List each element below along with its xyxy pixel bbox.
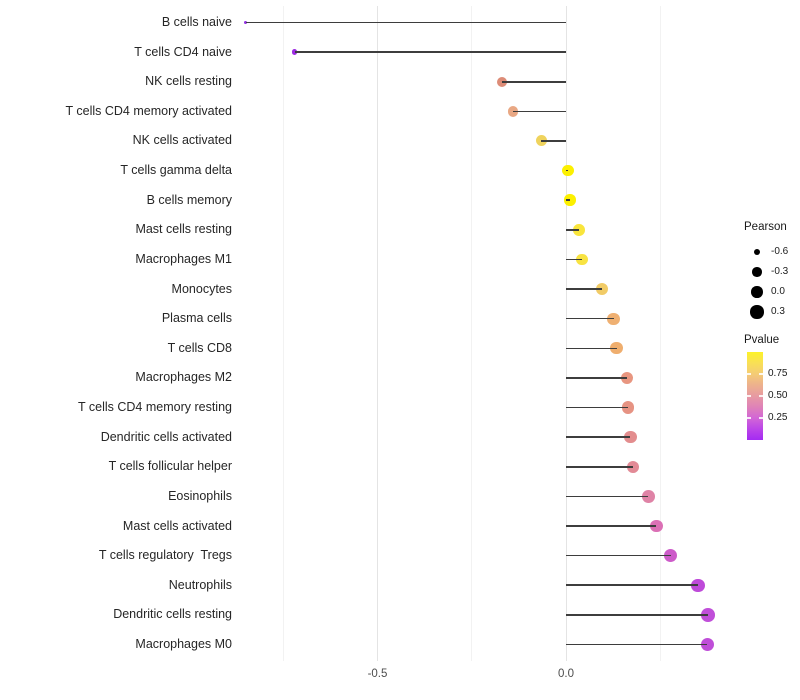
- x-axis-tick-label: 0.0: [558, 668, 574, 680]
- lollipop-segment: [566, 229, 579, 231]
- lollipop-segment: [566, 348, 617, 350]
- y-axis-label: B cells naive: [161, 15, 232, 29]
- color-legend-tick: [747, 395, 751, 397]
- y-axis-label: B cells memory: [146, 192, 232, 207]
- color-legend-title: Pvalue: [744, 334, 780, 346]
- y-axis-label: Monocytes: [171, 281, 232, 296]
- lollipop-segment: [295, 51, 566, 53]
- lollipop-segment: [566, 466, 633, 468]
- size-legend-dot: [754, 249, 761, 256]
- size-legend-title: Pearson: [744, 221, 787, 233]
- y-axis-label: Macrophages M1: [135, 251, 232, 266]
- size-legend-label: -0.6: [771, 246, 789, 257]
- y-axis-label: T cells regulatory Tregs: [98, 548, 232, 563]
- color-legend-tick: [759, 417, 763, 419]
- y-axis-label: Macrophages M0: [135, 637, 232, 652]
- lollipop-segment: [566, 259, 582, 261]
- lollipop-segment: [566, 407, 628, 409]
- lollipop-segment: [566, 170, 568, 172]
- lollipop-segment: [513, 111, 566, 113]
- lollipop-segment: [566, 436, 630, 438]
- y-axis-label: Dendritic cells activated: [100, 429, 232, 444]
- major-gridline: [566, 6, 567, 661]
- lollipop-segment: [246, 22, 566, 24]
- lollipop-segment: [566, 525, 656, 527]
- color-legend-tick-label: 0.25: [768, 412, 788, 423]
- color-legend-tick: [759, 395, 763, 397]
- lollipop-segment: [566, 584, 698, 586]
- color-legend-tick: [759, 373, 763, 375]
- y-axis-label: NK cells activated: [132, 133, 232, 148]
- y-axis-label: Mast cells activated: [122, 518, 232, 533]
- size-legend-dot: [750, 305, 763, 318]
- minor-gridline: [471, 6, 472, 661]
- y-axis-label: T cells CD4 memory resting: [78, 400, 232, 415]
- y-axis-label: NK cells resting: [145, 74, 232, 89]
- y-axis-label: T cells CD4 naive: [134, 44, 232, 59]
- y-axis-label: Mast cells resting: [135, 222, 232, 237]
- y-axis-label: T cells follicular helper: [108, 459, 232, 474]
- lollipop-segment: [566, 318, 614, 320]
- lollipop-segment: [566, 377, 627, 379]
- lollipop-segment: [566, 614, 708, 616]
- lollipop-segment: [566, 288, 602, 290]
- y-axis-label: Neutrophils: [168, 577, 232, 592]
- size-legend-label: 0.0: [771, 286, 785, 297]
- y-axis-label: T cells CD8: [167, 340, 232, 355]
- y-axis-label: Plasma cells: [161, 311, 232, 326]
- color-legend-gradient-bar: [747, 352, 763, 440]
- size-legend-label: -0.3: [771, 266, 789, 277]
- size-legend-dot: [752, 267, 761, 276]
- minor-gridline: [283, 6, 284, 661]
- y-axis-label: Macrophages M2: [135, 370, 232, 385]
- color-legend-tick: [747, 373, 751, 375]
- y-axis-label: T cells CD4 memory activated: [65, 103, 232, 118]
- lollipop-segment: [566, 644, 707, 646]
- lollipop-segment: [566, 496, 648, 498]
- major-gridline: [377, 6, 378, 661]
- lollipop-segment: [566, 199, 570, 201]
- y-axis-label: Eosinophils: [168, 488, 232, 503]
- y-axis-label: T cells gamma delta: [120, 163, 232, 178]
- color-legend-tick-label: 0.75: [768, 368, 788, 379]
- lollipop-segment: [566, 555, 671, 557]
- color-legend-tick: [747, 417, 751, 419]
- lollipop-segment: [541, 140, 566, 142]
- data-point-dot: [562, 165, 573, 176]
- size-legend-dot: [751, 286, 762, 297]
- y-axis-label: Dendritic cells resting: [113, 607, 232, 622]
- lollipop-segment: [502, 81, 566, 83]
- x-axis-tick-label: -0.5: [367, 668, 388, 680]
- color-legend-tick-label: 0.50: [768, 390, 788, 401]
- minor-gridline: [660, 6, 661, 661]
- size-legend-label: 0.3: [771, 306, 785, 317]
